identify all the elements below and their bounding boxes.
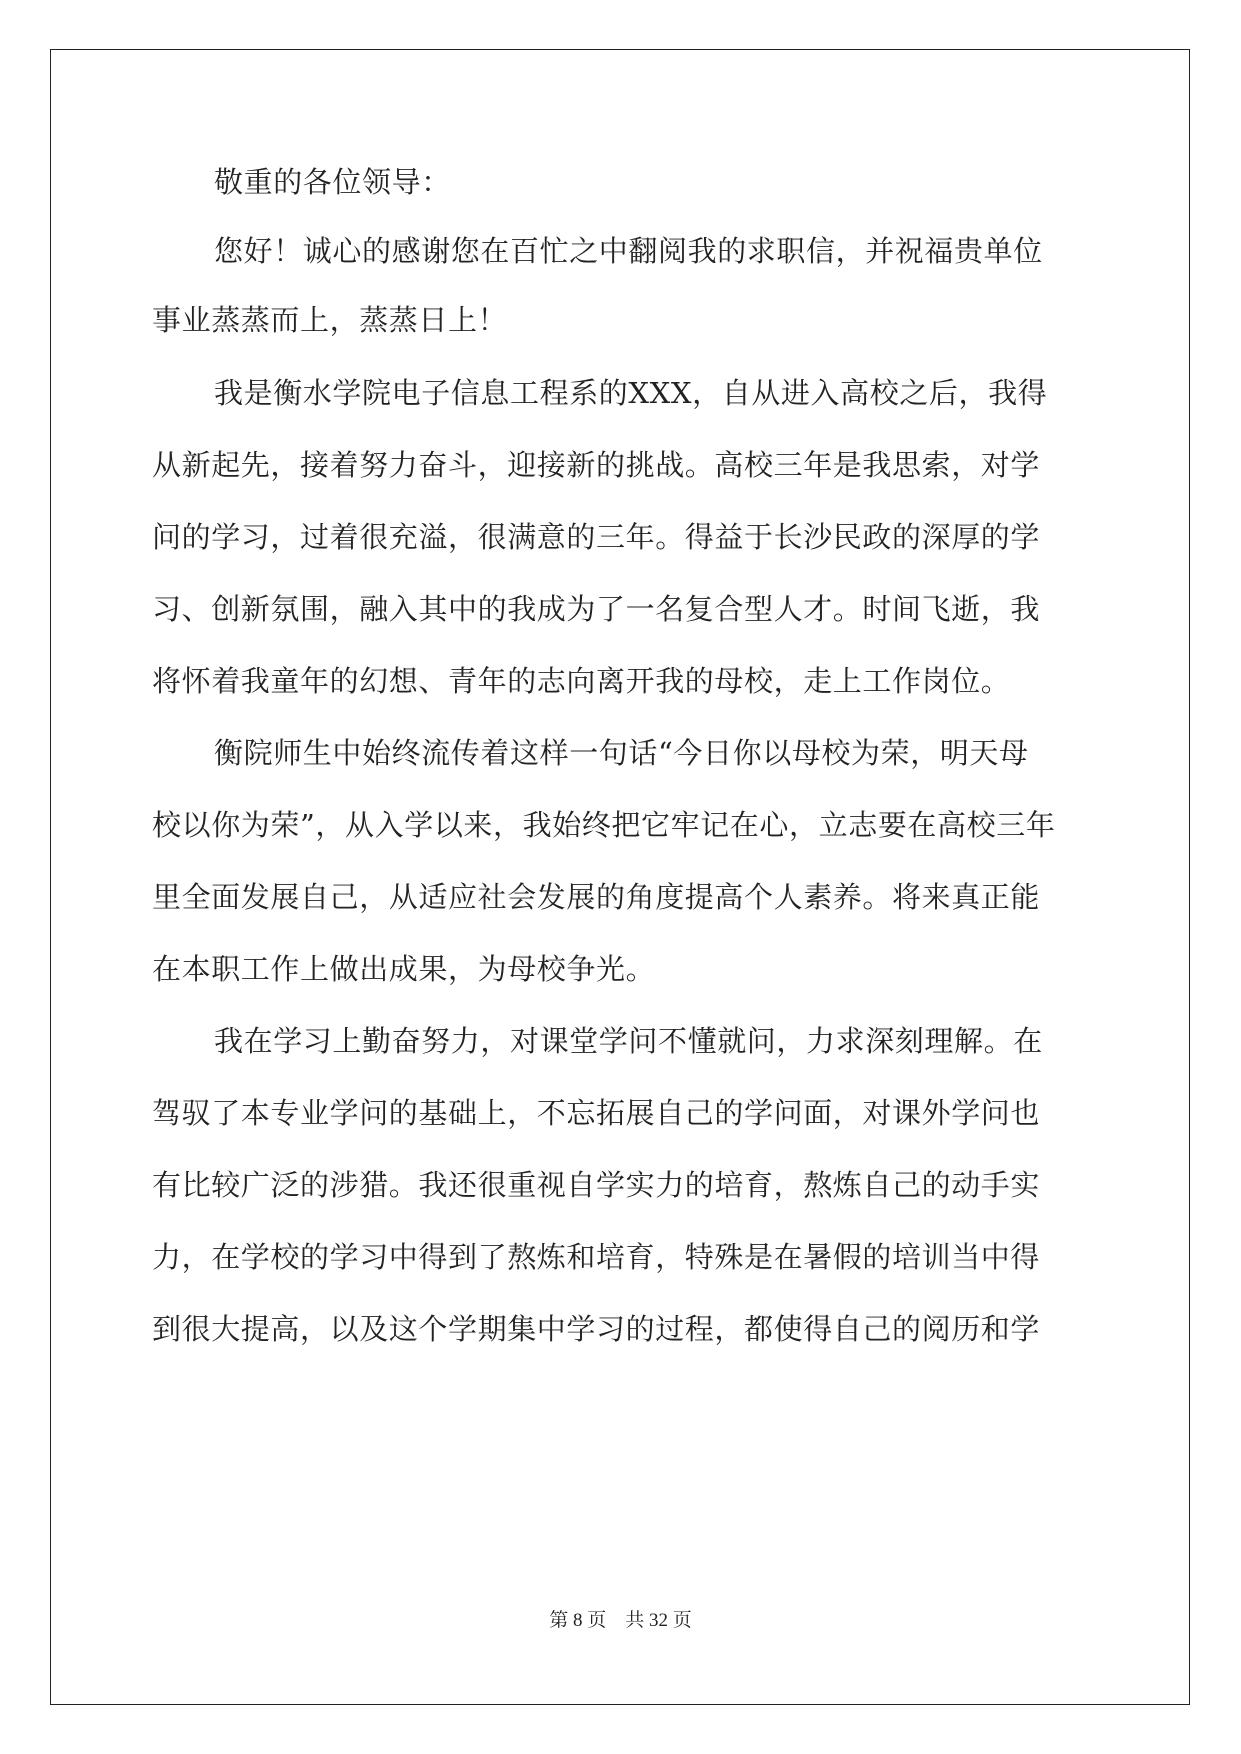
paragraph-line: 里全面发展自己，从适应社会发展的角度提高个人素养。将来真正能 — [152, 880, 1041, 914]
paragraph-line: 有比较广泛的涉猎。我还很重视自学实力的培育，熬炼自己的动手实 — [152, 1168, 1041, 1202]
page-number: 第 8 页 — [549, 1610, 607, 1631]
paragraph-line: 驾驭了本专业学问的基础上，不忘拓展自己的学问面，对课外学问也 — [152, 1096, 1041, 1130]
paragraph-line: 问的学习，过着很充溢，很满意的三年。得益于长沙民政的深厚的学 — [152, 520, 1041, 554]
paragraph-line: 您好！诚心的感谢您在百忙之中翻阅我的求职信，并祝福贵单位 — [214, 234, 1043, 268]
paragraph-line: 力，在学校的学习中得到了熬炼和培育，特殊是在暑假的培训当中得 — [152, 1240, 1041, 1274]
paragraph-line: 将怀着我童年的幻想、青年的志向离开我的母校，走上工作岗位。 — [152, 664, 1011, 698]
paragraph-line: 我是衡水学院电子信息工程系的XXX，自从进入高校之后，我得 — [214, 376, 1048, 410]
paragraph-line: 习、创新氛围，融入其中的我成为了一名复合型人才。时间飞逝，我 — [152, 592, 1041, 626]
paragraph-line: 事业蒸蒸而上，蒸蒸日上！ — [152, 303, 508, 337]
page-footer — [0, 1605, 1241, 1632]
paragraph-line: 从新起先，接着努力奋斗，迎接新的挑战。高校三年是我思索，对学 — [152, 448, 1041, 482]
paragraph-line: 校以你为荣”，从入学以来，我始终把它牢记在心，立志要在高校三年 — [152, 808, 1056, 842]
page-total: 共 32 页 — [625, 1610, 692, 1631]
paragraph-line: 在本职工作上做出成果，为母校争光。 — [152, 952, 656, 986]
paragraph-line: 到很大提高，以及这个学期集中学习的过程，都使得自己的阅历和学 — [152, 1312, 1041, 1346]
paragraph-line: 衡院师生中始终流传着这样一句话“今日你以母校为荣，明天母 — [214, 736, 1029, 770]
salutation: 敬重的各位领导： — [214, 165, 451, 199]
paragraph-line: 我在学习上勤奋努力，对课堂学问不懂就问，力求深刻理解。在 — [214, 1024, 1043, 1058]
